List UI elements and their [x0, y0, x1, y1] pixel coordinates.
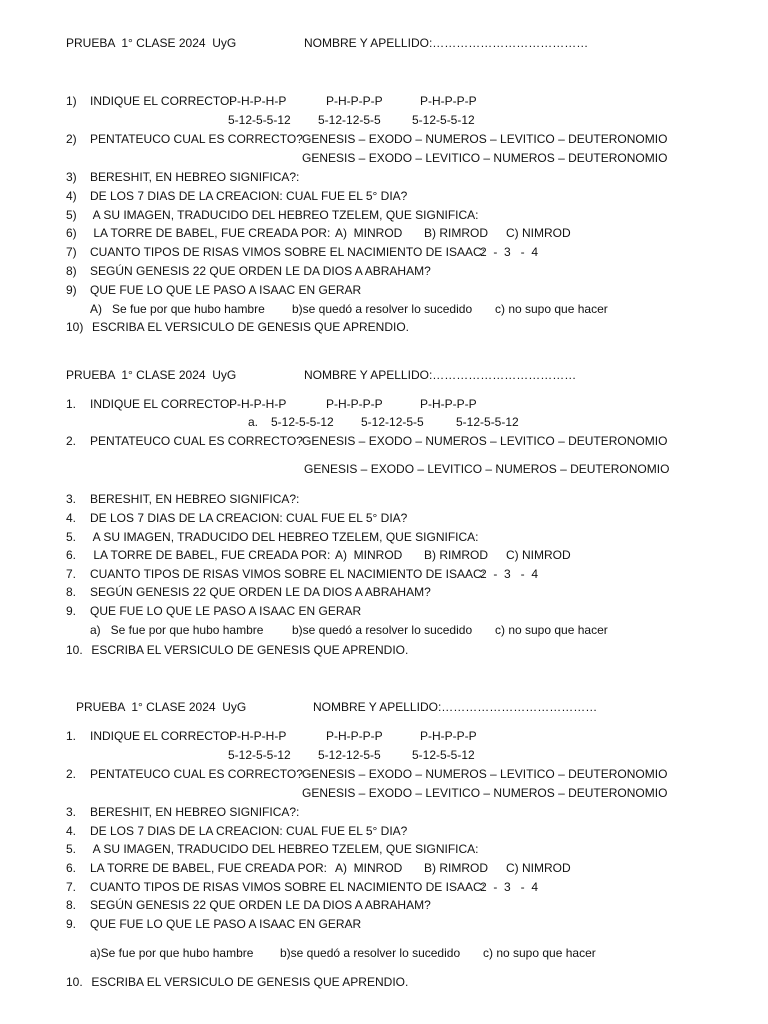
question-number: 5) — [66, 208, 77, 222]
question-text: SEGÚN GENESIS 22 QUE ORDEN LE DA DIOS A ABRAHAM? — [90, 264, 431, 278]
name-field-label: NOMBRE Y APELLIDO:………………………………… — [304, 36, 589, 50]
question-number: 8. — [66, 585, 77, 599]
answer-option: 5-12-12-5-5 — [318, 748, 381, 762]
question-number: 9. — [66, 604, 77, 618]
question-text: LA TORRE DE BABEL, FUE CREADA POR: — [90, 861, 327, 875]
question-number: 3. — [66, 492, 77, 506]
question-number: 10. — [66, 975, 83, 989]
answer-option: 2 - 3 - 4 — [480, 880, 539, 894]
answer-option: b)se quedó a resolver lo sucedido — [280, 946, 461, 960]
answer-option: P-H-P-H-P — [229, 94, 287, 108]
question-text: A SU IMAGEN, TRADUCIDO DEL HEBREO TZELEM, QUE SIGNIFICA: — [90, 530, 479, 544]
question-number: 4. — [66, 824, 77, 838]
question-text: INDIQUE EL CORRECTO: — [90, 397, 233, 411]
question-text: LA TORRE DE BABEL, FUE CREADA POR: — [90, 226, 331, 240]
question-number: 2. — [66, 434, 77, 448]
answer-option: c) no supo que hacer — [483, 946, 596, 960]
answer-option: 5-12-5-5-12 — [412, 748, 475, 762]
question-number: 9) — [66, 283, 77, 297]
question-number: 10) — [66, 320, 84, 334]
question-text: INDIQUE EL CORRECTO: — [90, 94, 233, 108]
answer-option: P-H-P-P-P — [326, 729, 383, 743]
question-text: SEGÚN GENESIS 22 QUE ORDEN LE DA DIOS A ABRAHAM? — [90, 585, 431, 599]
question-text: DE LOS 7 DIAS DE LA CREACION: CUAL FUE EL 5° DIA? — [90, 511, 408, 525]
answer-option: GENESIS – EXODO – NUMEROS – LEVITICO – DEUTERONOMIO — [302, 132, 668, 146]
question-number: 2) — [66, 132, 77, 146]
question-text: LA TORRE DE BABEL, FUE CREADA POR: — [90, 548, 331, 562]
question-number: 10. — [66, 643, 83, 657]
answer-option: A) MINROD — [335, 861, 403, 875]
answer-option: 5-12-5-5-12 — [412, 113, 475, 127]
answer-option: GENESIS – EXODO – LEVITICO – NUMEROS – DEUTERONOMIO — [304, 462, 670, 476]
answer-option: c) no supo que hacer — [495, 302, 608, 316]
question-number: 1. — [66, 729, 77, 743]
question-text: A SU IMAGEN, TRADUCIDO DEL HEBREO TZELEM, QUE SIGNIFICA: — [90, 208, 479, 222]
answer-option: B) RIMROD — [424, 861, 488, 875]
question-number: 6. — [66, 861, 77, 875]
question-text: QUE FUE LO QUE LE PASO A ISAAC EN GERAR — [90, 604, 362, 618]
name-field-label: NOMBRE Y APELLIDO:……………………………… — [304, 368, 577, 382]
question-number: 7. — [66, 567, 77, 581]
answer-option: 2 - 3 - 4 — [480, 567, 539, 581]
answer-option: GENESIS – EXODO – NUMEROS – LEVITICO – DEUTERONOMIO — [302, 434, 668, 448]
answer-option: B) RIMROD — [424, 548, 488, 562]
question-text: A SU IMAGEN, TRADUCIDO DEL HEBREO TZELEM, QUE SIGNIFICA: — [90, 842, 479, 856]
answer-option: A) MINROD — [335, 226, 403, 240]
question-text: CUANTO TIPOS DE RISAS VIMOS SOBRE EL NACIMIENTO DE ISAAC: — [90, 880, 485, 894]
question-number: 3) — [66, 170, 77, 184]
question-number: 5. — [66, 530, 77, 544]
name-field-label: NOMBRE Y APELLIDO:………………………………… — [313, 700, 598, 714]
answer-option: 5-12-12-5-5 — [318, 113, 381, 127]
answer-option: P-H-P-P-P — [420, 94, 477, 108]
question-text: DE LOS 7 DIAS DE LA CREACION: CUAL FUE EL 5° DIA? — [90, 189, 408, 203]
question-text: INDIQUE EL CORRECTO: — [90, 729, 233, 743]
answer-option: a) Se fue por que hubo hambre — [90, 623, 264, 637]
test-title: PRUEBA 1° CLASE 2024 UyG — [66, 36, 237, 50]
question-number: 7. — [66, 880, 77, 894]
question-number: 8. — [66, 898, 77, 912]
answer-option: 2 - 3 - 4 — [480, 245, 539, 259]
question-text: SEGÚN GENESIS 22 QUE ORDEN LE DA DIOS A ABRAHAM? — [90, 898, 431, 912]
answer-option: c) no supo que hacer — [495, 623, 608, 637]
question-number: 1. — [66, 397, 77, 411]
question-text: CUANTO TIPOS DE RISAS VIMOS SOBRE EL NACIMIENTO DE ISAAC: — [90, 245, 485, 259]
answer-option: A) Se fue por que hubo hambre — [90, 302, 265, 316]
question-text: ESCRIBA EL VERSICULO DE GENESIS QUE APRENDIO. — [88, 643, 409, 657]
question-number: 3. — [66, 805, 77, 819]
answer-option: B) RIMROD — [424, 226, 488, 240]
question-number: 5. — [66, 842, 77, 856]
answer-option: GENESIS – EXODO – LEVITICO – NUMEROS – DEUTERONOMIO — [302, 151, 668, 165]
answer-option: P-H-P-P-P — [326, 397, 383, 411]
answer-option: b)se quedó a resolver lo sucedido — [292, 623, 473, 637]
question-text: CUANTO TIPOS DE RISAS VIMOS SOBRE EL NACIMIENTO DE ISAAC: — [90, 567, 485, 581]
answer-option: GENESIS – EXODO – LEVITICO – NUMEROS – DEUTERONOMIO — [302, 786, 668, 800]
question-text: BERESHIT, EN HEBREO SIGNIFICA?: — [90, 492, 300, 506]
question-text: DE LOS 7 DIAS DE LA CREACION: CUAL FUE EL 5° DIA? — [90, 824, 408, 838]
question-number: 8) — [66, 264, 77, 278]
answer-option: 5-12-12-5-5 — [361, 415, 424, 429]
answer-option: P-H-P-P-P — [326, 94, 383, 108]
question-text: QUE FUE LO QUE LE PASO A ISAAC EN GERAR — [90, 283, 362, 297]
answer-option: GENESIS – EXODO – NUMEROS – LEVITICO – DEUTERONOMIO — [302, 767, 668, 781]
question-text: PENTATEUCO CUAL ES CORRECTO? — [90, 434, 303, 448]
question-number: 6) — [66, 226, 77, 240]
question-number: 1) — [66, 94, 77, 108]
question-text: ESCRIBA EL VERSICULO DE GENESIS QUE APRENDIO. — [92, 320, 409, 334]
test-title: PRUEBA 1° CLASE 2024 UyG — [76, 700, 247, 714]
test-title: PRUEBA 1° CLASE 2024 UyG — [66, 368, 237, 382]
answer-option: A) MINROD — [335, 548, 403, 562]
answer-option: C) NIMROD — [506, 861, 571, 875]
question-text: QUE FUE LO QUE LE PASO A ISAAC EN GERAR — [90, 917, 362, 931]
answer-option: 5-12-5-5-12 — [228, 748, 291, 762]
question-text: PENTATEUCO CUAL ES CORRECTO? — [90, 132, 303, 146]
answer-option: C) NIMROD — [506, 548, 571, 562]
answer-option: C) NIMROD — [506, 226, 571, 240]
answer-option: b)se quedó a resolver lo sucedido — [292, 302, 473, 316]
question-text: BERESHIT, EN HEBREO SIGNIFICA?: — [90, 805, 300, 819]
question-number: 4) — [66, 189, 77, 203]
answer-option: P-H-P-P-P — [420, 729, 477, 743]
answer-option: 5-12-5-5-12 — [271, 415, 334, 429]
answer-option: 5-12-5-5-12 — [456, 415, 519, 429]
question-text: BERESHIT, EN HEBREO SIGNIFICA?: — [90, 170, 300, 184]
answer-option: a)Se fue por que hubo hambre — [90, 946, 254, 960]
answer-option: 5-12-5-5-12 — [228, 113, 291, 127]
answer-option: P-H-P-H-P — [229, 397, 287, 411]
answer-option: P-H-P-P-P — [420, 397, 477, 411]
question-number: 4. — [66, 511, 77, 525]
question-number: 7) — [66, 245, 77, 259]
list-marker: a. — [248, 415, 259, 429]
question-number: 2. — [66, 767, 77, 781]
answer-option: P-H-P-H-P — [229, 729, 287, 743]
question-number: 9. — [66, 917, 77, 931]
question-number: 6. — [66, 548, 77, 562]
question-text: ESCRIBA EL VERSICULO DE GENESIS QUE APRENDIO. — [88, 975, 409, 989]
question-text: PENTATEUCO CUAL ES CORRECTO? — [90, 767, 303, 781]
